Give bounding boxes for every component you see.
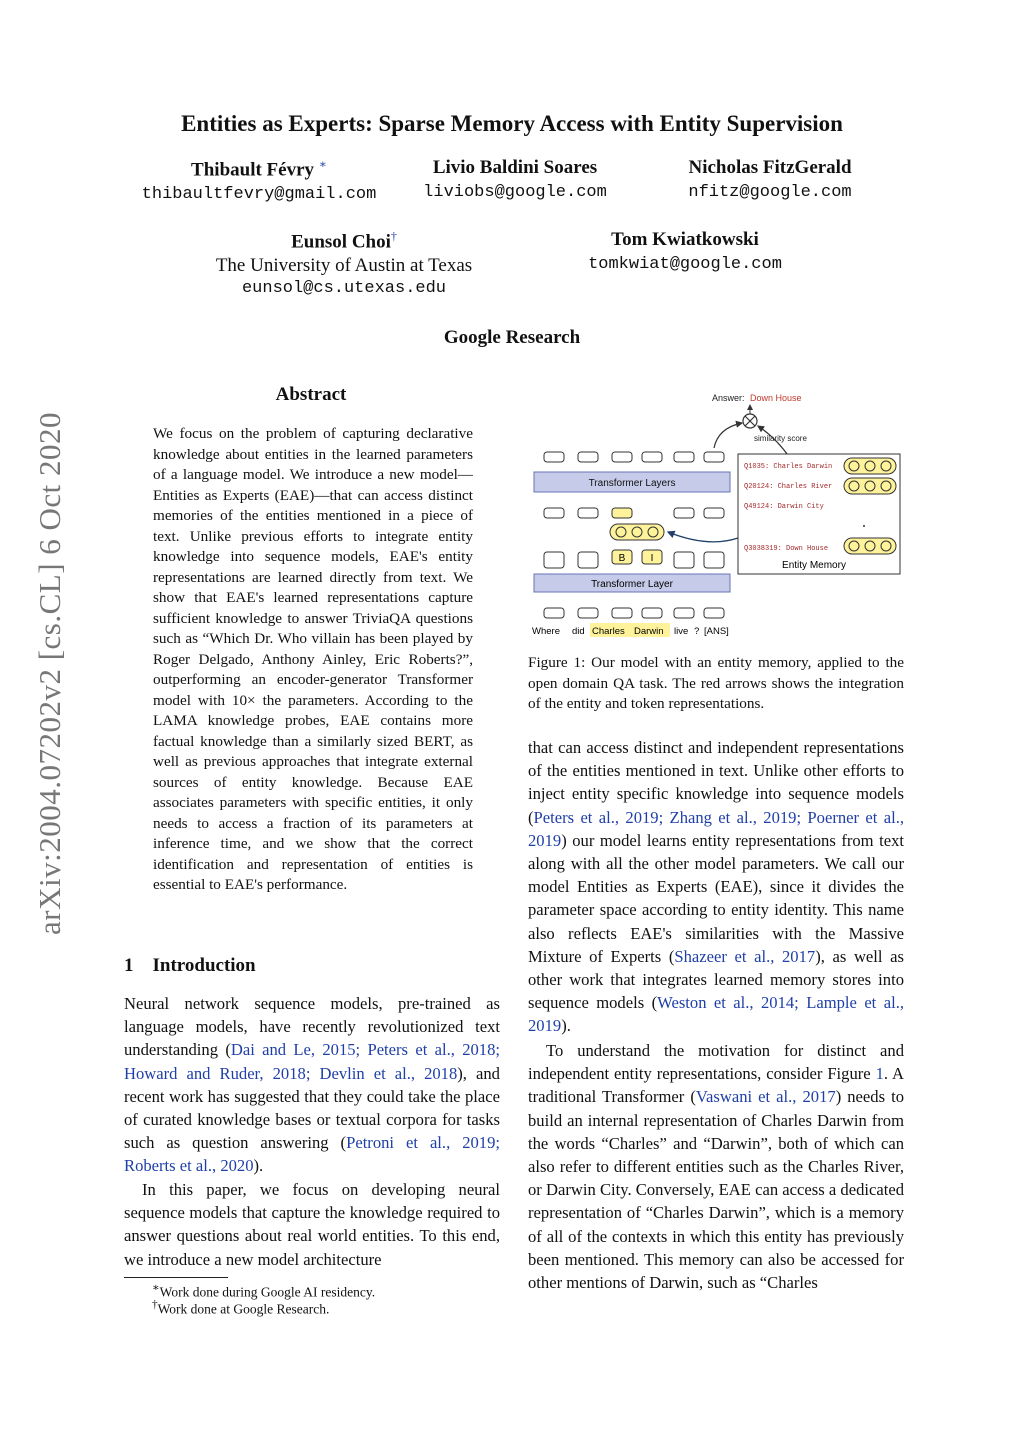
section-number: 1 [124, 955, 134, 976]
token: ? [694, 626, 700, 637]
figure-1 [528, 388, 904, 650]
footnote-rule [124, 1277, 228, 1278]
memory-entry: Q49124: Darwin City [744, 503, 824, 511]
input-token-boxes [544, 608, 724, 618]
section-heading [124, 955, 256, 977]
answer-label: Answer: [712, 393, 745, 403]
text-run: ) needs to build an internal representation of Charles Darwin from the words “Charles” and “Darwin”, both of which can also refer to different entities such as the Charles River, or Darwin City. Conversely, EAE can access a dedicated representation of “Charles Darwin”, which is a memory of all of the contexts in which this entity has previously been mentioned. This memory can also be accessed for other mentions of Darwin, such as “Charles [528, 1087, 904, 1293]
author-block-4 [196, 229, 492, 298]
abstract-text: We focus on the problem of capturing declarative knowledge about entities in the learned parameters of a language model. We introduce a new model—Entities as Experts (EAE)—that can access distinct memories of the entities mentioned in a piece of text. Unlike previous efforts to integrate entity knowledge into sequence models, EAE's entity representations are learned directly from text. We show that EAE's learned representations capture sufficient knowledge to answer TriviaQA questions such as “Which Dr. Who villain has been played by Roger Delgado, Anthony Ainley, Eric Roberts?”, outperforming an encoder-generator Transformer model with 10× the parameters. According to the LAMA knowledge probes, EAE contains more factual knowledge than a similarly sized BERT, as well as previous approaches that integrate external sources of entity knowledge. Because EAE associates parameters with specific entities, it only needs to access a fraction of its parameters at inference time, and we show that the correct identification and representation of entities is essential to EAE's performance. [153, 425, 473, 893]
institution: Google Research [443, 327, 581, 348]
paper-title: Entities as Experts: Sparse Memory Access with Entity Supervision [181, 111, 843, 136]
text-run: . A traditional Transformer ( [528, 1064, 904, 1107]
author-email[interactable]: eunsol@cs.utexas.edu [241, 279, 447, 299]
author-block-3 [660, 157, 880, 202]
text-run: ), as well as other work that integrates learned memory stores into sequence models ( [528, 946, 904, 1013]
author-name: Livio Baldini Soares [432, 157, 598, 178]
transformer-layer-label: Transformer Layer [591, 579, 673, 590]
footnote-mark: ∗ [152, 1282, 160, 1294]
memory-entry: Q1035: Charles Darwin [744, 463, 833, 471]
abstract-heading: Abstract [275, 384, 347, 405]
arxiv-sidebar-id: arXiv:2004.07202v2 [cs.CL] 6 Oct 2020 [32, 411, 67, 935]
author-name: Tom Kwiatkowski [611, 229, 759, 250]
right-paragraph-1 [528, 736, 904, 1038]
author-block-5 [560, 229, 810, 274]
author-mark: † [390, 229, 397, 243]
footnote-2 [152, 1299, 329, 1318]
answer-value: Down House [750, 393, 802, 403]
right-paragraph-2 [528, 1039, 904, 1294]
author-block-2 [404, 157, 626, 202]
author-email[interactable]: tomkwiat@google.com [588, 255, 782, 274]
citation-link[interactable]: Weston et al., 2014; Lample et al., 2019 [528, 993, 904, 1036]
text-run: ), and recent work has suggested that they could take the place of curated knowledge bases or textual corpora for tasks such as question answering ( [124, 1063, 500, 1153]
text-run: that can access distinct and independent representations of the entities mentioned in text. Unlike other efforts to inject entity specific knowledge into sequence models ( [528, 738, 904, 827]
author-name: Nicholas FitzGerald [688, 157, 852, 178]
text-run: Neural network sequence models, pre-trained as language models, have recently revolutionized text understanding ( [124, 994, 500, 1060]
figure-ref-link[interactable]: 1 [875, 1064, 884, 1084]
transformer-layers-label: Transformer Layers [588, 478, 676, 489]
token: Darwin [634, 626, 664, 637]
footnote-mark: † [152, 1299, 158, 1311]
entity-memory-label: Entity Memory [782, 560, 846, 571]
intro-paragraph-2: In this paper, we focus on developing neural sequence models that capture the knowledge required to answer questions about real world entities. To this end, we introduce a new model architecture [124, 1180, 500, 1269]
token: [ANS] [704, 626, 729, 637]
figure-caption: Figure 1: Our model with an entity memory, applied to the open domain QA task. The red arrows shows the integration of the entity and token representations. [528, 654, 904, 712]
citation-link[interactable]: Vaswani et al., 2017 [695, 1087, 836, 1107]
citation-link[interactable]: Petroni et al., 2019; Roberts et al., 2020 [124, 1133, 500, 1176]
token: Charles [592, 626, 625, 637]
author-email[interactable]: liviobs@google.com [423, 183, 607, 202]
output-token-boxes [544, 452, 724, 462]
token: live [674, 626, 689, 637]
citation-link[interactable]: Shazeer et al., 2017 [674, 946, 816, 966]
author-affiliation: The University of Austin at Texas [215, 255, 473, 277]
text-run: To understand the motivation for distinct and independent entity representations, consider Figure [528, 1041, 904, 1084]
intro-paragraph-1 [124, 992, 500, 1178]
similarity-label: similarity score [754, 434, 807, 443]
citation-link[interactable]: Peters et al., 2019; Zhang et al., 2019; Poerner et al., 2019 [528, 807, 904, 850]
author-block-1 [128, 157, 390, 204]
token: did [572, 626, 585, 637]
author-email[interactable]: nfitz@google.com [688, 183, 852, 202]
bio-tag-label: I [650, 553, 654, 564]
token: Where [532, 626, 560, 637]
bio-tag-label: B [618, 553, 626, 564]
text-run: ). [253, 1156, 264, 1176]
lower-token-boxes [544, 552, 724, 568]
section-title: Introduction [152, 955, 256, 976]
memory-entry: Q20124: Charles River [744, 483, 833, 491]
footnote-text: Work done at Google Research. [157, 1301, 330, 1317]
footnote-text: Work done during Google AI residency. [159, 1284, 376, 1300]
footnote-1 [152, 1281, 375, 1301]
author-mark: ∗ [318, 157, 327, 171]
citation-link[interactable]: Dai and Le, 2015; Peters et al., 2018; Howard and Ruder, 2018; Devlin et al., 2018 [124, 1040, 500, 1083]
author-name: Eunsol Choi [291, 231, 391, 253]
author-name: Thibault Févry [191, 159, 315, 181]
author-email[interactable]: thibaultfevry@gmail.com [141, 185, 377, 205]
mid-token-boxes [544, 508, 724, 518]
text-run: ) our model learns entity representations from text along with all the other model parameters. We call our model Entities as Experts (EAE), since it divides the parameter space according to entity identity. This name also reflects EAE's similarities with the Massive Mixture of Experts ( [528, 830, 904, 966]
text-run: ). [561, 1016, 571, 1036]
memory-entry: Q3038319: Down House [744, 545, 829, 553]
